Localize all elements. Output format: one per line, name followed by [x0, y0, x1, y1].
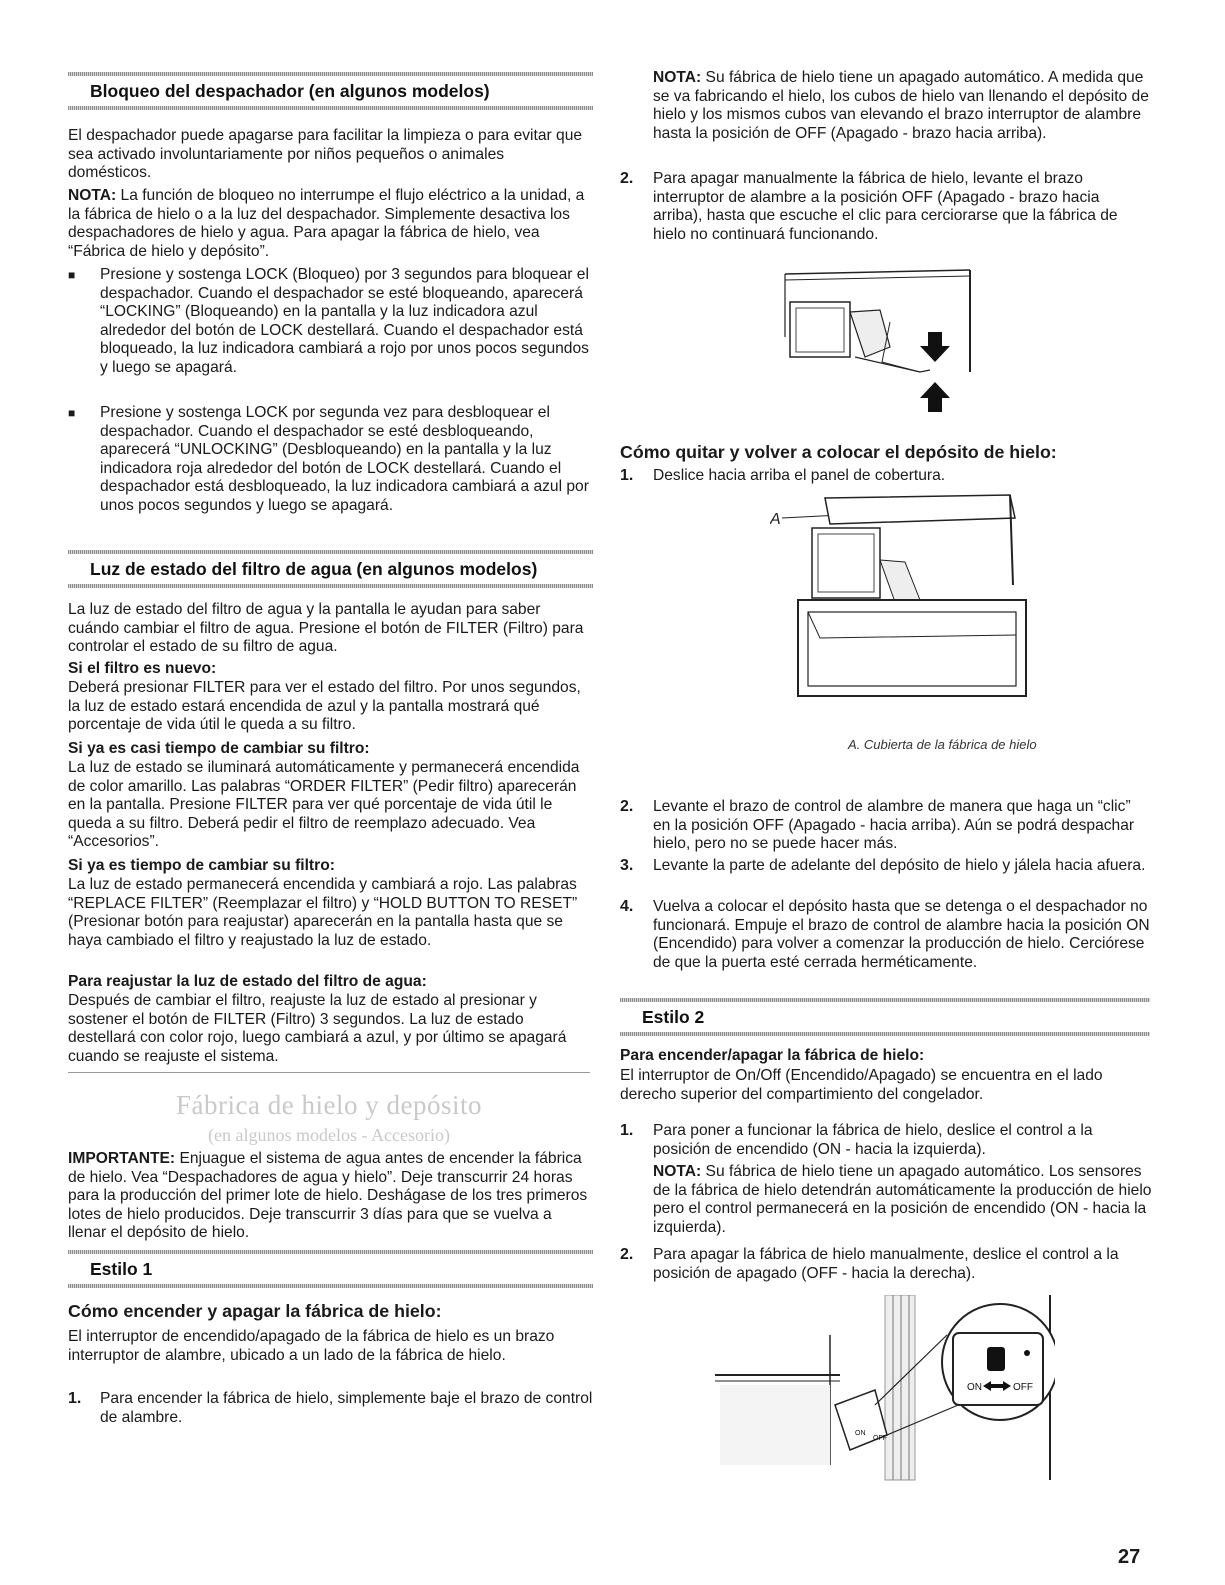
list-item-text: Para encender la fábrica de hielo, simplemente baje el brazo de control de alambre. [100, 1390, 593, 1426]
divider [68, 1072, 590, 1073]
section-title: Estilo 2 [642, 1007, 705, 1027]
list-item [68, 266, 593, 378]
list-item [620, 1122, 1150, 1159]
note-label: NOTA: [653, 69, 702, 86]
note-label: NOTA: [653, 1163, 702, 1180]
paragraph: La luz de estado del filtro de agua y la pantalla le ayudan para saber cuándo cambiar el filtro de agua. Presione el botón de FILTER (Filtro) para controlar el estado de su filtro de agua. [68, 601, 584, 656]
section-header-dispenser-lock [68, 72, 593, 110]
note-label: NOTA: [68, 187, 117, 204]
section-title: Bloqueo del despachador (en algunos modelos) [90, 81, 490, 101]
list-item-text: Para apagar manualmente la fábrica de hielo, levante el brazo interruptor de alambre a la posición OFF (Apagado - brazo hacia arriba), hasta que escuche el clic para cerciorarse que la fábrica de hielo no continuará funcionando. [653, 170, 1118, 243]
switch-label-on-small: ON [855, 1430, 866, 1437]
note-paragraph [653, 69, 1153, 143]
note-text: Su fábrica de hielo tiene un apagado automático. A medida que se va fabricando el hielo, los cubos de hielo van llenando el depósito de hielo y los mismos cubos van elevando el brazo interruptor de alambre hasta la posición de OFF (Apagado - brazo hacia arriba). [653, 69, 1149, 142]
list-item [68, 1390, 593, 1427]
list-number: 1. [620, 1122, 634, 1139]
subheading: Para reajustar la luz de estado del filtro de agua: [68, 973, 427, 990]
list-item [620, 857, 1150, 876]
switch-label-on: ON [967, 1382, 982, 1393]
list-item [68, 404, 593, 516]
paragraph: El despachador puede apagarse para facilitar la limpieza o para evitar que sea activado involuntariamente por niños pequeños o animales domésticos. [68, 127, 583, 182]
list-number: 2. [620, 1246, 634, 1263]
important-text: Enjuague el sistema de agua antes de encender la fábrica de hielo. Vea “Despachadores de agua y hielo”. Deje transcurrir 24 horas para la producción del primer lote de hielo. Deshágase de los tres primeros lotes de hielo producidos. Deje transcurrir 3 días para que se vuelva a llenar el depósito de hielo. [68, 1150, 588, 1242]
list-number: 2. [620, 170, 634, 187]
paragraph: Después de cambiar el filtro, reajuste la luz de estado al presionar y sostener el botón de FILTER (Filtro) 3 segundos. La luz de estado destellará con color rojo, luego cambiará a azul, y por último se apagará cuando se reajuste el sistema. [68, 992, 567, 1065]
list-item [620, 170, 1150, 244]
subheading: Cómo encender y apagar la fábrica de hielo: [68, 1301, 442, 1321]
page-number: 27 [1118, 1546, 1141, 1568]
list-item-text: Presione y sostenga LOCK (Bloqueo) por 3 segundos para bloquear el despachador. Cuando el despachador se esté bloqueando, aparecerá “LOCKING” (Bloqueando) en la pantalla y la luz indicadora azul alrededor del botón de LOCK destellará. Cuando el despachador está bloqueado, la luz indicadora cambiará a rojo por unos pocos segundos y luego se apagará. [100, 266, 589, 376]
list-number: 4. [620, 898, 634, 915]
paragraph: La luz de estado se iluminará automáticamente y permanecerá encendida de color amarillo. Las palabras “ORDER FILTER” (Pedir filtro) aparecerán en la pantalla. Presione FILTER para ver qué porcentaje de vida útil le queda a su filtro. Deberá pedir el filtro de reemplazo adecuado. Vea “Accesorios”. [68, 759, 580, 851]
note-text: Su fábrica de hielo tiene un apagado automático. Los sensores de la fábrica de hielo detendrán automáticamente la producción de hielo pero el control permanecerá en la posición de encendido (ON - hacia la izquierda). [653, 1163, 1152, 1236]
switch-label-off-small: OFF [873, 1435, 887, 1442]
note-text: La función de bloqueo no interrumpe el flujo eléctrico a la unidad, a la fábrica de hielo o a la luz del despachador. Simplemente desactiva los despachadores de hielo y agua. Para apagar la fábrica de hielo, vea “Fábrica de hielo y depósito”. [68, 187, 585, 260]
switch-label-off: OFF [1013, 1382, 1033, 1393]
paragraph: El interruptor de encendido/apagado de la fábrica de hielo es un brazo interruptor de alambre, ubicado a un lado de la fábrica de hielo. [68, 1328, 555, 1364]
ice-bin-cover-figure [770, 490, 1040, 700]
subheading: Si ya es tiempo de cambiar su filtro: [68, 857, 335, 874]
list-item-text: Levante la parte de adelante del depósito de hielo y jálela hacia afuera. [653, 857, 1146, 874]
list-item [620, 898, 1150, 972]
ice-maker-wire-arm-figure [770, 262, 990, 422]
list-item [620, 467, 1150, 486]
list-item-text: Deslice hacia arriba el panel de cobertura. [653, 467, 946, 484]
note-paragraph [653, 1163, 1153, 1237]
list-item-text: Para apagar la fábrica de hielo manualmente, deslice el control a la posición de apagado (OFF - hacia la derecha). [653, 1246, 1119, 1282]
section-title: Estilo 1 [90, 1259, 153, 1279]
subheading: Para encender/apagar la fábrica de hielo: [620, 1047, 925, 1064]
figure-caption: A. Cubierta de la fábrica de hielo [848, 737, 1037, 752]
section-header-filter-light [68, 550, 593, 588]
bullet-icon: ■ [68, 406, 76, 420]
chapter-title: Fábrica de hielo y depósito [176, 1090, 482, 1120]
list-number: 2. [620, 798, 634, 815]
list-item [620, 1246, 1150, 1283]
list-item-text: Presione y sostenga LOCK por segunda vez para desbloquear el despachador. Cuando el despachador se esté desbloqueando, aparecerá “UNLOCKING” (Desbloqueando) en la pantalla y la luz indicadora roja alrededor del botón de LOCK destellará. Cuando el despachador está desbloqueado, la luz indicadora cambiará a azul por unos pocos segundos y luego se apagará. [100, 404, 589, 514]
list-item-text: Para poner a funcionar la fábrica de hielo, deslice el control a la posición de encendido (ON - hacia la izquierda). [653, 1122, 1093, 1158]
chapter-subtitle: (en algunos modelos - Accesorio) [208, 1125, 450, 1145]
paragraph: El interruptor de On/Off (Encendido/Apagado) se encuentra en el lado derecho superior del compartimiento del congelador. [620, 1067, 1103, 1103]
bullet-icon: ■ [68, 268, 76, 282]
paragraph: Deberá presionar FILTER para ver el estado del filtro. Por unos segundos, la luz de estado estará encendida de azul y la pantalla mostrará qué porcentaje de vida útil le queda a su filtro. [68, 679, 581, 734]
subheading: Si ya es casi tiempo de cambiar su filtro: [68, 740, 370, 757]
section-header-style-2 [620, 998, 1150, 1036]
list-number: 1. [68, 1390, 82, 1407]
paragraph: La luz de estado permanecerá encendida y cambiará a rojo. Las palabras “REPLACE FILTER” (Reemplazar el filtro) y “HOLD BUTTON TO RESET” (Presionar botón para reajustar) aparecerán en la pantalla hasta que se haya cambiado el filtro y reajustado la luz de estado. [68, 876, 578, 949]
list-item [620, 798, 1150, 854]
important-paragraph [68, 1150, 590, 1243]
list-number: 1. [620, 467, 634, 484]
important-label: IMPORTANTE: [68, 1150, 176, 1167]
subheading: Si el filtro es nuevo: [68, 660, 217, 677]
on-off-switch-figure [715, 1295, 1055, 1485]
figure-label-a: A [770, 511, 781, 528]
section-header-style-1 [68, 1250, 593, 1288]
list-number: 3. [620, 857, 634, 874]
subheading: Cómo quitar y volver a colocar el depósito de hielo: [620, 442, 1057, 462]
section-title: Luz de estado del filtro de agua (en algunos modelos) [90, 559, 538, 579]
list-item-text: Levante el brazo de control de alambre de manera que haga un “clic” en la posición OFF (Apagado - hacia arriba). Aún se podrá despachar hielo, pero no se puede hacer más. [653, 798, 1135, 853]
list-item-text: Vuelva a colocar el depósito hasta que se detenga o el despachador no funcionará. Empuje el brazo de control de alambre hacia la posición ON (Encendido) para volver a comenzar la producción de hielo. Cerciórese de que la puerta esté cerrada herméticamente. [653, 898, 1150, 971]
note-paragraph [68, 187, 588, 261]
